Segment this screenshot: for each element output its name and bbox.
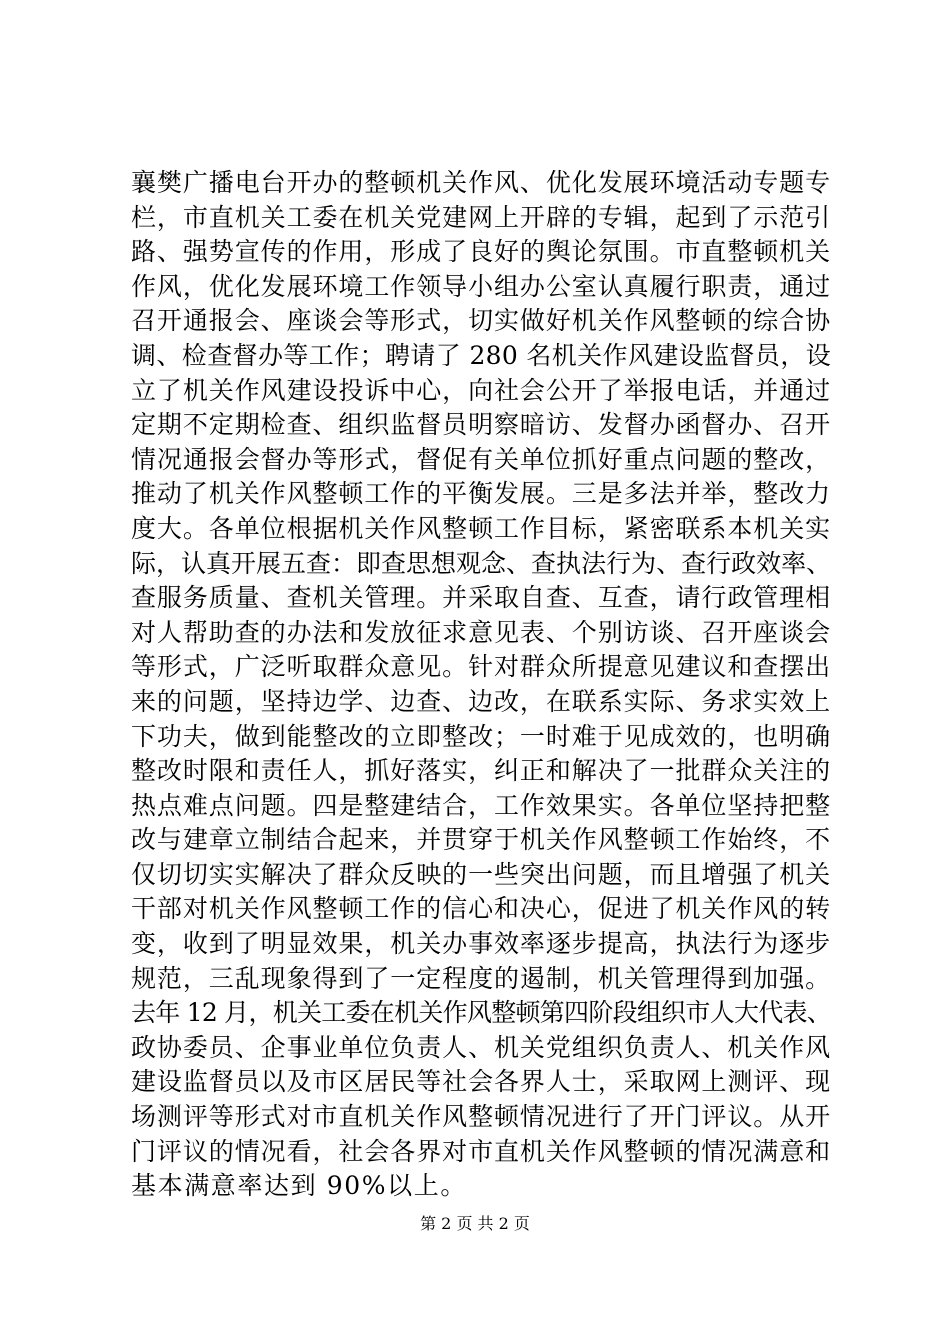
body-paragraph [131,166,831,1204]
text-line: 场测评等形式对市直机关作风整顿情况进行了开门评议。从开 [131,1102,831,1132]
text-line: 政协委员、企事业单位负责人、机关党组织负责人、机关作风 [131,1032,831,1062]
text-line: 规范，三乱现象得到了一定程度的遏制，机关管理得到加强。 [131,963,831,993]
text-line: 召开通报会、座谈会等形式，切实做好机关作风整顿的综合协 [131,306,831,336]
text-line: 襄樊广播电台开办的整顿机关作风、优化发展环境活动专题专 [131,168,831,197]
text-line: 情况通报会督办等形式，督促有关单位抓好重点问题的整改， [131,444,831,474]
text-line: 热点难点问题。四是整建结合，工作效果实。各单位坚持把整 [131,790,831,820]
text-line: 作风，优化发展环境工作领导小组办公室认真履行职责，通过 [131,271,831,301]
text-line: 际，认真开展五查：即查思想观念、查执法行为、查行政效率、 [131,548,831,578]
text-line: 门评议的情况看，社会各界对市直机关作风整顿的情况满意和 [131,1136,831,1166]
text-line: 栏，市直机关工委在机关党建网上开辟的专辑，起到了示范引 [131,202,831,232]
text-line: 基本满意率达到 90%以上。 [131,1171,467,1201]
page-footer: 第 2 页 共 2 页 [420,1214,530,1233]
text-line: 立了机关作风建设投诉中心，向社会公开了举报电话，并通过 [131,375,831,405]
text-line: 变，收到了明显效果，机关办事效率逐步提高，执法行为逐步 [131,929,831,959]
text-line: 建设监督员以及市区居民等社会各界人士，采取网上测评、现 [131,1067,831,1097]
text-line: 干部对机关作风整顿工作的信心和决心，促进了机关作风的转 [131,894,831,924]
text-line: 对人帮助查的办法和发放征求意见表、个别访谈、召开座谈会 [131,617,831,647]
text-line: 整改时限和责任人，抓好落实，纠正和解决了一批群众关注的 [131,756,831,786]
text-line: 下功夫，做到能整改的立即整改；一时难于见成效的，也明确 [131,721,831,751]
text-line: 来的问题，坚持边学、边查、边改，在联系实际、务求实效上 [131,686,831,716]
text-line: 等形式，广泛听取群众意见。针对群众所提意见建议和查摆出 [131,652,831,682]
text-line: 去年 12 月，机关工委在机关作风整顿第四阶段组织市人大代表、 [131,998,831,1028]
text-line: 推动了机关作风整顿工作的平衡发展。三是多法并举，整改力 [131,479,831,509]
text-line: 仅切切实实解决了群众反映的一些突出问题，而且增强了机关 [131,859,831,889]
text-line: 查服务质量、查机关管理。并采取自查、互查，请行政管理相 [131,583,831,613]
text-line: 度大。各单位根据机关作风整顿工作目标，紧密联系本机关实 [131,513,831,543]
text-line: 路、强势宣传的作用，形成了良好的舆论氛围。市直整顿机关 [131,237,831,267]
text-line: 改与建章立制结合起来，并贯穿于机关作风整顿工作始终，不 [131,825,831,855]
text-line: 调、检查督办等工作；聘请了 280 名机关作风建设监督员，设 [131,340,831,370]
text-line: 定期不定期检查、组织监督员明察暗访、发督办函督办、召开 [131,410,831,440]
